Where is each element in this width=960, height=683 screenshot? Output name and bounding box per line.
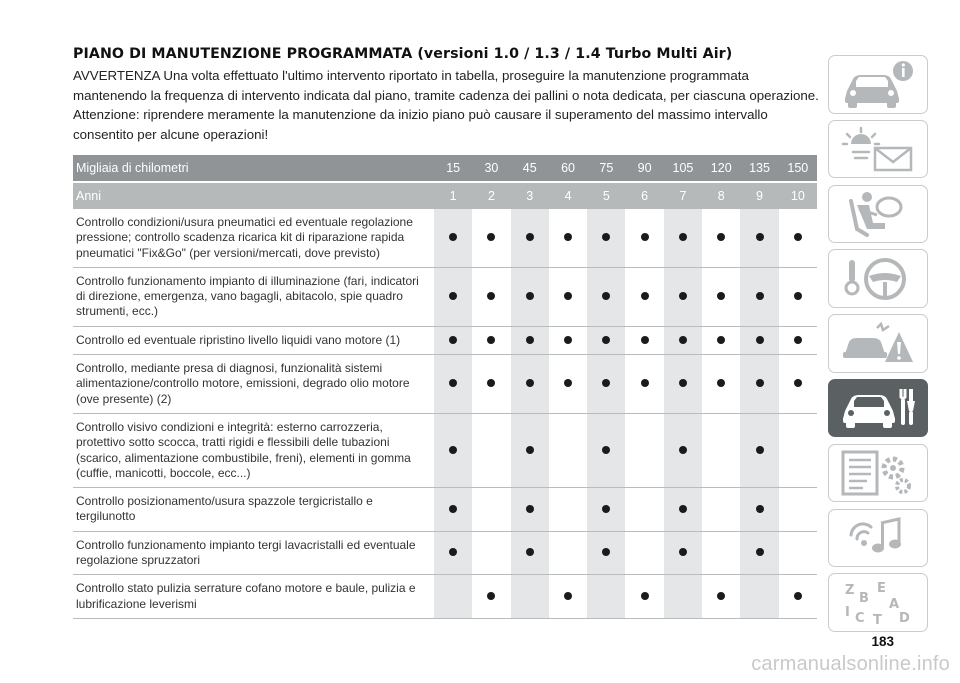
year-column-header: 3 <box>511 182 549 209</box>
scheduled-dot-icon <box>756 233 764 241</box>
scheduled-dot-icon <box>717 592 725 600</box>
interval-cell <box>549 488 587 532</box>
interval-cell <box>779 355 817 414</box>
interval-cell <box>434 531 472 575</box>
scheduled-dot-icon <box>564 592 572 600</box>
interval-cell <box>549 413 587 487</box>
interval-cell <box>472 488 510 532</box>
interval-cell <box>472 575 510 619</box>
scheduled-dot-icon <box>794 292 802 300</box>
km-column-header: 150 <box>779 155 817 182</box>
warning-lights-icon <box>837 124 919 174</box>
scheduled-dot-icon <box>449 505 457 513</box>
scheduled-dot-icon <box>794 592 802 600</box>
interval-cell <box>740 413 778 487</box>
warning-paragraph: AVVERTENZA Una volta effettuato l'ultimo intervento riportato in tabella, proseguire la manutenzione programmata mantenendo la frequenza di intervento indicata dal piano, tramite cadenza dei pallini o nota dedicata, per ciascuna operazione. Attenzione: riprendere meramente la manutenzione da inizio piano può causare il superamento del massimo intervallo consentito per alcune operazioni! <box>73 68 819 142</box>
interval-cell <box>779 267 817 326</box>
interval-cell <box>779 326 817 354</box>
km-column-header: 15 <box>434 155 472 182</box>
interval-cell <box>472 413 510 487</box>
scheduled-dot-icon <box>756 292 764 300</box>
year-column-header: 6 <box>625 182 663 209</box>
scheduled-dot-icon <box>641 379 649 387</box>
table-row <box>73 575 817 619</box>
svg-text:T: T <box>873 612 882 628</box>
interval-cell <box>625 575 663 619</box>
scheduled-dot-icon <box>487 379 495 387</box>
maintenance-schedule-table <box>73 155 817 619</box>
scheduled-dot-icon <box>756 446 764 454</box>
scheduled-dot-icon <box>449 292 457 300</box>
scheduled-dot-icon <box>756 379 764 387</box>
interval-cell <box>587 488 625 532</box>
table-row <box>73 413 817 487</box>
svg-text:E: E <box>877 580 886 596</box>
page-number: 183 <box>871 634 894 649</box>
interval-cell <box>472 326 510 354</box>
interval-cell <box>434 326 472 354</box>
scheduled-dot-icon <box>449 446 457 454</box>
scheduled-dot-icon <box>602 446 610 454</box>
scheduled-dot-icon <box>449 379 457 387</box>
header-row-km <box>73 155 817 182</box>
interval-cell <box>549 575 587 619</box>
interval-cell <box>740 531 778 575</box>
scheduled-dot-icon <box>564 336 572 344</box>
interval-cell <box>511 488 549 532</box>
year-column-header: 9 <box>740 182 778 209</box>
interval-cell <box>625 413 663 487</box>
technical-data-icon <box>837 448 919 498</box>
km-column-header: 75 <box>587 155 625 182</box>
scheduled-dot-icon <box>602 292 610 300</box>
interval-cell <box>549 267 587 326</box>
interval-cell <box>511 355 549 414</box>
interval-cell <box>664 413 702 487</box>
interval-cell <box>587 575 625 619</box>
scheduled-dot-icon <box>526 548 534 556</box>
operation-description: Controllo visivo condizioni e integrità: esterno carrozzeria, protettivo sotto scocca, tratti rigidi e flessibili delle tubazioni (scarico, alimentazione combustibile, freni), elementi in gomma (cuffie, manicotti, boccole, ecc...) <box>73 413 434 487</box>
scheduled-dot-icon <box>756 548 764 556</box>
table-row <box>73 355 817 414</box>
interval-cell <box>472 267 510 326</box>
interval-cell <box>587 355 625 414</box>
scheduled-dot-icon <box>449 336 457 344</box>
scheduled-dot-icon <box>564 379 572 387</box>
interval-cell <box>664 267 702 326</box>
interval-cell <box>702 413 740 487</box>
interval-cell <box>664 531 702 575</box>
interval-cell <box>625 267 663 326</box>
interval-cell <box>702 575 740 619</box>
year-column-header: 2 <box>472 182 510 209</box>
source-watermark: carmanualsonline.info <box>751 653 950 675</box>
interval-cell <box>740 575 778 619</box>
chapter-tab[interactable] <box>828 573 928 632</box>
scheduled-dot-icon <box>679 379 687 387</box>
scheduled-dot-icon <box>679 446 687 454</box>
interval-cell <box>625 531 663 575</box>
chapter-tab[interactable] <box>828 444 928 503</box>
scheduled-dot-icon <box>679 292 687 300</box>
table-row <box>73 267 817 326</box>
scheduled-dot-icon <box>449 233 457 241</box>
year-column-header: 8 <box>702 182 740 209</box>
interval-cell <box>740 267 778 326</box>
interval-cell <box>549 209 587 267</box>
interval-cell <box>625 209 663 267</box>
year-column-header: 5 <box>587 182 625 209</box>
km-column-header: 60 <box>549 155 587 182</box>
airbag-seat-icon <box>837 189 919 239</box>
interval-cell <box>702 355 740 414</box>
scheduled-dot-icon <box>641 592 649 600</box>
scheduled-dot-icon <box>602 505 610 513</box>
scheduled-dot-icon <box>564 292 572 300</box>
interval-cell <box>702 209 740 267</box>
scheduled-dot-icon <box>756 336 764 344</box>
svg-text:D: D <box>899 610 910 626</box>
interval-cell <box>779 575 817 619</box>
scheduled-dot-icon <box>564 233 572 241</box>
interval-cell <box>472 209 510 267</box>
interval-cell <box>472 355 510 414</box>
year-column-header: 10 <box>779 182 817 209</box>
interval-cell <box>664 488 702 532</box>
scheduled-dot-icon <box>641 292 649 300</box>
operation-description: Controllo, mediante presa di diagnosi, funzionalità sistemi alimentazione/controllo motore, emissioni, degrado olio motore (ove presente) (2) <box>73 355 434 414</box>
interval-cell <box>472 531 510 575</box>
chapter-tab[interactable] <box>828 379 928 438</box>
scheduled-dot-icon <box>641 233 649 241</box>
scheduled-dot-icon <box>717 292 725 300</box>
scheduled-dot-icon <box>487 233 495 241</box>
scheduled-dot-icon <box>679 336 687 344</box>
chapter-tabs <box>828 55 928 638</box>
scheduled-dot-icon <box>602 548 610 556</box>
car-info-icon <box>837 59 919 109</box>
scheduled-dot-icon <box>487 336 495 344</box>
km-column-header: 120 <box>702 155 740 182</box>
table-row <box>73 326 817 354</box>
scheduled-dot-icon <box>602 379 610 387</box>
scheduled-dot-icon <box>641 336 649 344</box>
multimedia-icon <box>837 513 919 563</box>
interval-cell <box>664 326 702 354</box>
interval-cell <box>511 531 549 575</box>
interval-cell <box>702 531 740 575</box>
scheduled-dot-icon <box>487 292 495 300</box>
table-row <box>73 531 817 575</box>
interval-cell <box>434 575 472 619</box>
operation-description: Controllo posizionamento/usura spazzole tergicristallo e tergilunotto <box>73 488 434 532</box>
interval-cell <box>740 355 778 414</box>
interval-cell <box>434 267 472 326</box>
interval-cell <box>625 488 663 532</box>
scheduled-dot-icon <box>526 446 534 454</box>
scheduled-dot-icon <box>756 505 764 513</box>
header-row-years <box>73 182 817 209</box>
table-row <box>73 488 817 532</box>
operation-description: Controllo ed eventuale ripristino livello liquidi vano motore (1) <box>73 326 434 354</box>
km-column-header: 30 <box>472 155 510 182</box>
table-row <box>73 209 817 267</box>
km-column-header: 90 <box>625 155 663 182</box>
interval-cell <box>511 575 549 619</box>
scheduled-dot-icon <box>794 336 802 344</box>
scheduled-dot-icon <box>794 233 802 241</box>
interval-cell <box>779 413 817 487</box>
interval-cell <box>511 267 549 326</box>
svg-text:I: I <box>845 604 850 620</box>
interval-cell <box>779 531 817 575</box>
interval-cell <box>549 355 587 414</box>
scheduled-dot-icon <box>526 505 534 513</box>
alphabetical-index-icon <box>837 578 919 628</box>
operation-description: Controllo stato pulizia serrature cofano motore e baule, pulizia e lubrificazione leverismi <box>73 575 434 619</box>
interval-cell <box>434 413 472 487</box>
svg-text:C: C <box>855 610 865 626</box>
interval-cell <box>511 413 549 487</box>
interval-cell <box>587 531 625 575</box>
interval-cell <box>664 209 702 267</box>
interval-cell <box>702 488 740 532</box>
chapter-tab[interactable] <box>828 314 928 373</box>
interval-cell <box>434 209 472 267</box>
interval-cell <box>511 326 549 354</box>
year-column-header: 4 <box>549 182 587 209</box>
interval-cell <box>587 326 625 354</box>
chapter-tab[interactable] <box>828 185 928 244</box>
page-title: PIANO DI MANUTENZIONE PROGRAMMATA (versioni 1.0 / 1.3 / 1.4 Turbo Multi Air) <box>73 46 733 62</box>
scheduled-dot-icon <box>526 233 534 241</box>
interval-cell <box>664 575 702 619</box>
scheduled-dot-icon <box>717 233 725 241</box>
km-column-header: 105 <box>664 155 702 182</box>
scheduled-dot-icon <box>717 336 725 344</box>
interval-cell <box>587 267 625 326</box>
car-accident-icon <box>837 318 919 368</box>
operation-description: Controllo condizioni/usura pneumatici ed eventuale regolazione pressione; controllo scadenza ricarica kit di riparazione rapida pneumatici "Fix&Go" (per versioni/mercati, dove previsto) <box>73 209 434 267</box>
scheduled-dot-icon <box>487 592 495 600</box>
km-column-header: 45 <box>511 155 549 182</box>
operation-description: Controllo funzionamento impianto tergi lavacristalli ed eventuale regolazione spruzzatori <box>73 531 434 575</box>
interval-cell <box>664 355 702 414</box>
interval-cell <box>549 531 587 575</box>
svg-text:A: A <box>889 596 900 612</box>
scheduled-dot-icon <box>679 505 687 513</box>
year-column-header: 1 <box>434 182 472 209</box>
interval-cell <box>587 209 625 267</box>
chapter-tab[interactable] <box>828 249 928 308</box>
interval-cell <box>434 488 472 532</box>
years-header-label: Anni <box>73 182 434 209</box>
km-header-label: Migliaia di chilometri <box>73 155 434 182</box>
scheduled-dot-icon <box>679 548 687 556</box>
scheduled-dot-icon <box>526 292 534 300</box>
scheduled-dot-icon <box>449 548 457 556</box>
interval-cell <box>625 355 663 414</box>
interval-cell <box>740 209 778 267</box>
year-column-header: 7 <box>664 182 702 209</box>
interval-cell <box>740 326 778 354</box>
steering-wheel-icon <box>837 254 919 304</box>
svg-text:Z: Z <box>845 582 855 598</box>
interval-cell <box>434 355 472 414</box>
svg-text:B: B <box>859 590 869 606</box>
interval-cell <box>587 413 625 487</box>
chapter-tab[interactable] <box>828 120 928 179</box>
scheduled-dot-icon <box>526 379 534 387</box>
interval-cell <box>549 326 587 354</box>
operation-description: Controllo funzionamento impianto di illuminazione (fari, indicatori di direzione, emergenza, vano bagagli, abitacolo, spie quadro strumenti, ecc.) <box>73 267 434 326</box>
scheduled-dot-icon <box>602 233 610 241</box>
interval-cell <box>625 326 663 354</box>
scheduled-dot-icon <box>794 379 802 387</box>
interval-cell <box>779 209 817 267</box>
interval-cell <box>702 326 740 354</box>
interval-cell <box>740 488 778 532</box>
interval-cell <box>511 209 549 267</box>
scheduled-dot-icon <box>602 336 610 344</box>
scheduled-dot-icon <box>526 336 534 344</box>
scheduled-dot-icon <box>717 379 725 387</box>
km-column-header: 135 <box>740 155 778 182</box>
scheduled-dot-icon <box>679 233 687 241</box>
interval-cell <box>779 488 817 532</box>
chapter-tab[interactable] <box>828 509 928 568</box>
interval-cell <box>702 267 740 326</box>
car-maintenance-icon <box>837 383 919 433</box>
chapter-tab[interactable] <box>828 55 928 114</box>
